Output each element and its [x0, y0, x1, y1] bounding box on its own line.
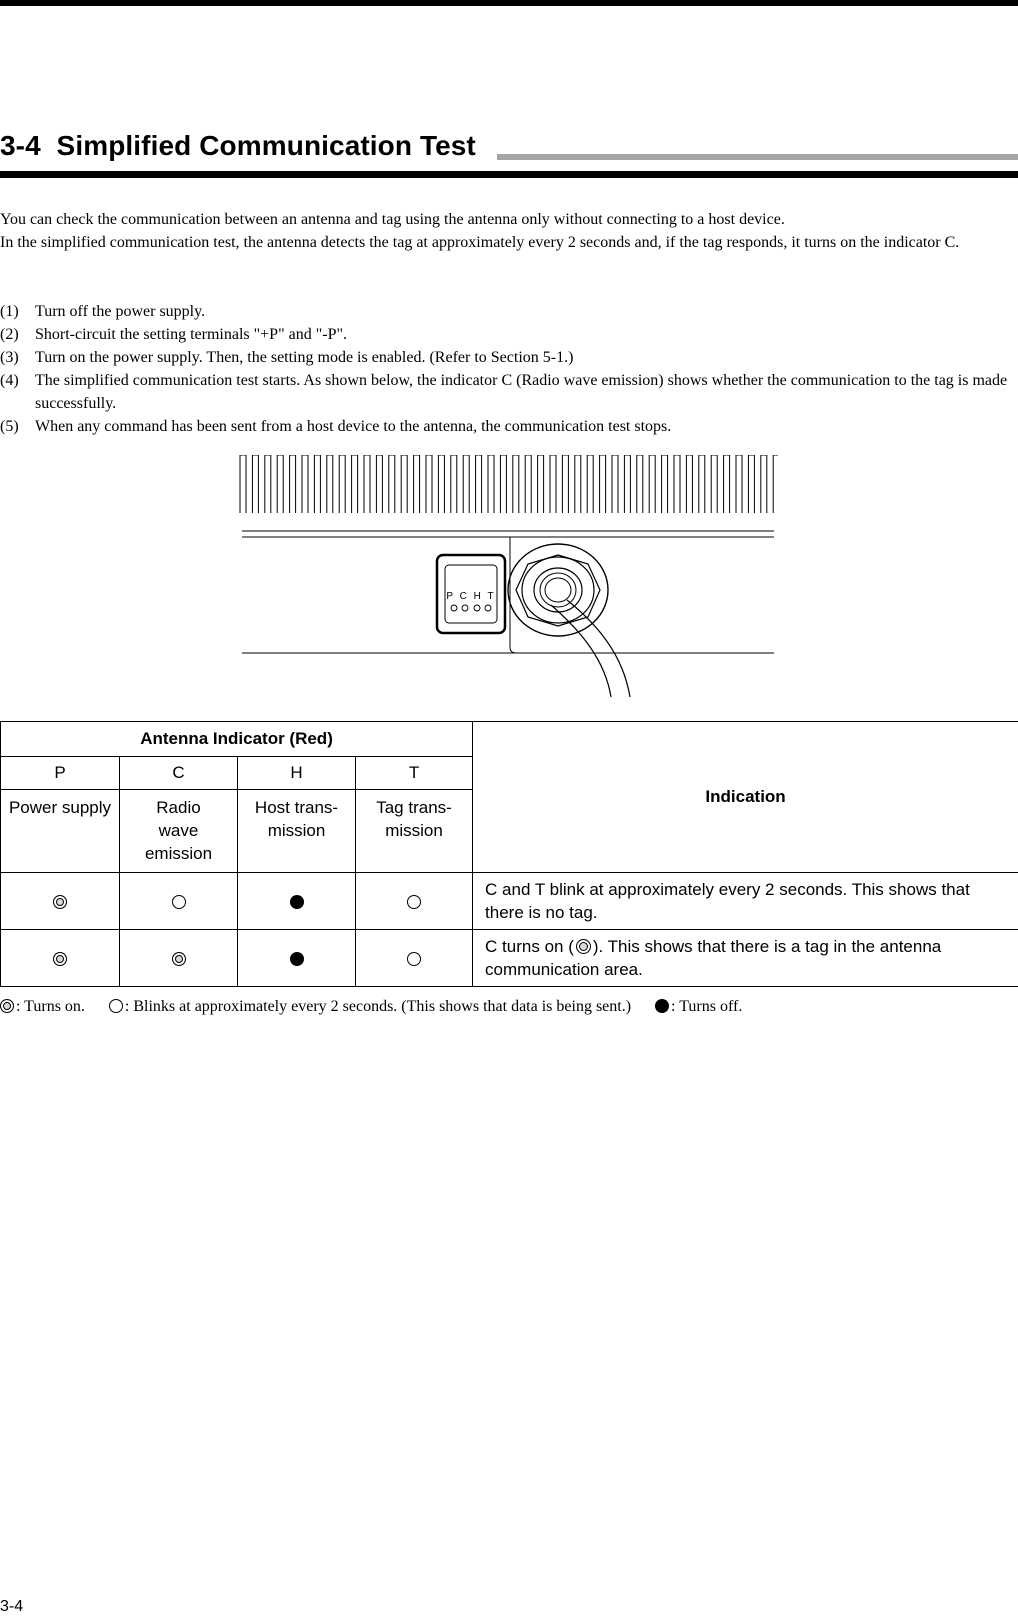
- step-text: Turn on the power supply. Then, the setting mode is enabled. (Refer to Section 5-1.): [35, 349, 574, 366]
- step-number: (5): [0, 418, 19, 435]
- section-title-text: Simplified Communication Test: [56, 130, 476, 161]
- lamp-off-icon: [290, 952, 304, 966]
- lamp-off-icon: [290, 895, 304, 909]
- legend-item-blink: [109, 996, 631, 1018]
- legend-off-text: : Turns off.: [671, 998, 743, 1015]
- panel-label: P C H T: [446, 591, 496, 602]
- section-number: 3-4: [0, 130, 41, 161]
- intro-line-1: You can check the communication between an antenna and tag using the antenna only without connecting to a host device.: [0, 211, 785, 228]
- column-letter-h: H: [238, 757, 356, 790]
- step-item: [0, 300, 1016, 323]
- indication-text: C and T blink at approximately every 2 seconds. This shows that there is no tag.: [473, 873, 1018, 930]
- cell-h: [238, 873, 356, 930]
- lamp-blink-icon: [172, 895, 186, 909]
- title-black-rule: [0, 171, 1018, 178]
- lamp-blink-icon: [407, 952, 421, 966]
- step-item: [0, 415, 1016, 438]
- lamp-on-icon: [576, 939, 591, 954]
- cell-h: [238, 930, 356, 987]
- cell-t: [356, 873, 473, 930]
- indication-text: [473, 930, 1018, 987]
- lamp-on-icon: [172, 952, 186, 966]
- legend-blink-text: : Blinks at approximately every 2 seconds. (This shows that data is being sent.): [124, 998, 632, 1015]
- step-text: Short-circuit the setting terminals "+P" and "-P".: [35, 326, 347, 343]
- lamp-off-icon: [655, 999, 669, 1013]
- header-antenna-indicator: Antenna Indicator (Red): [1, 722, 473, 757]
- step-text: The simplified communication test starts. As shown below, the indicator C (Radio wave emission) shows whether the communication to the tag is made successfully.: [35, 372, 1008, 412]
- column-desc-h: Host trans- mission: [238, 790, 356, 873]
- step-list: [0, 300, 1016, 438]
- cell-c: [120, 930, 238, 987]
- cell-p: [1, 873, 120, 930]
- table-row: [1, 873, 1018, 930]
- legend: [0, 996, 1016, 1018]
- column-letter-c: C: [120, 757, 238, 790]
- lamp-on-icon: [0, 999, 14, 1013]
- section-heading: [0, 128, 1018, 180]
- cable-gland: [508, 544, 608, 636]
- legend-item-on: [0, 996, 85, 1018]
- step-number: (2): [0, 326, 19, 343]
- lamp-blink-icon: [109, 999, 123, 1013]
- lamp-on-icon: [53, 952, 67, 966]
- step-item: [0, 369, 1016, 415]
- top-rule: [0, 0, 1018, 6]
- cell-p: [1, 930, 120, 987]
- column-desc-p: Power supply: [1, 790, 120, 873]
- column-desc-c: Radio wave emission: [120, 790, 238, 873]
- lamp-blink-icon: [407, 895, 421, 909]
- step-number: (1): [0, 303, 19, 320]
- antenna-panel-illustration: [238, 455, 778, 705]
- legend-item-off: [655, 996, 742, 1018]
- lamp-on-icon: [53, 895, 67, 909]
- section-title: [0, 130, 476, 162]
- step-text: Turn off the power supply.: [35, 303, 206, 320]
- indication-text-before: C turns on (: [485, 937, 574, 956]
- column-letter-t: T: [356, 757, 473, 790]
- step-item: [0, 346, 1016, 369]
- step-text: When any command has been sent from a host device to the antenna, the communication test stops.: [35, 418, 672, 435]
- step-number: (3): [0, 349, 19, 366]
- header-indication: Indication: [473, 722, 1018, 873]
- table-row: [1, 930, 1018, 987]
- page-number: 3-4: [0, 1598, 24, 1615]
- title-grey-rule: [497, 154, 1018, 160]
- legend-on-text: : Turns on.: [16, 998, 85, 1015]
- cell-t: [356, 930, 473, 987]
- intro-text: [0, 208, 1010, 254]
- step-item: [0, 323, 1016, 346]
- column-desc-t: Tag trans- mission: [356, 790, 473, 873]
- step-number: (4): [0, 372, 19, 389]
- column-letter-p: P: [1, 757, 120, 790]
- indicator-table: [0, 721, 1018, 987]
- antenna-figure: [238, 455, 778, 705]
- indication-text-after: ). This shows that there is a tag in the antenna communication area.: [485, 937, 942, 979]
- cell-c: [120, 873, 238, 930]
- intro-line-2: In the simplified communication test, the antenna detects the tag at approximately every 2 seconds and, if the tag responds, it turns on the indicator C.: [0, 234, 960, 251]
